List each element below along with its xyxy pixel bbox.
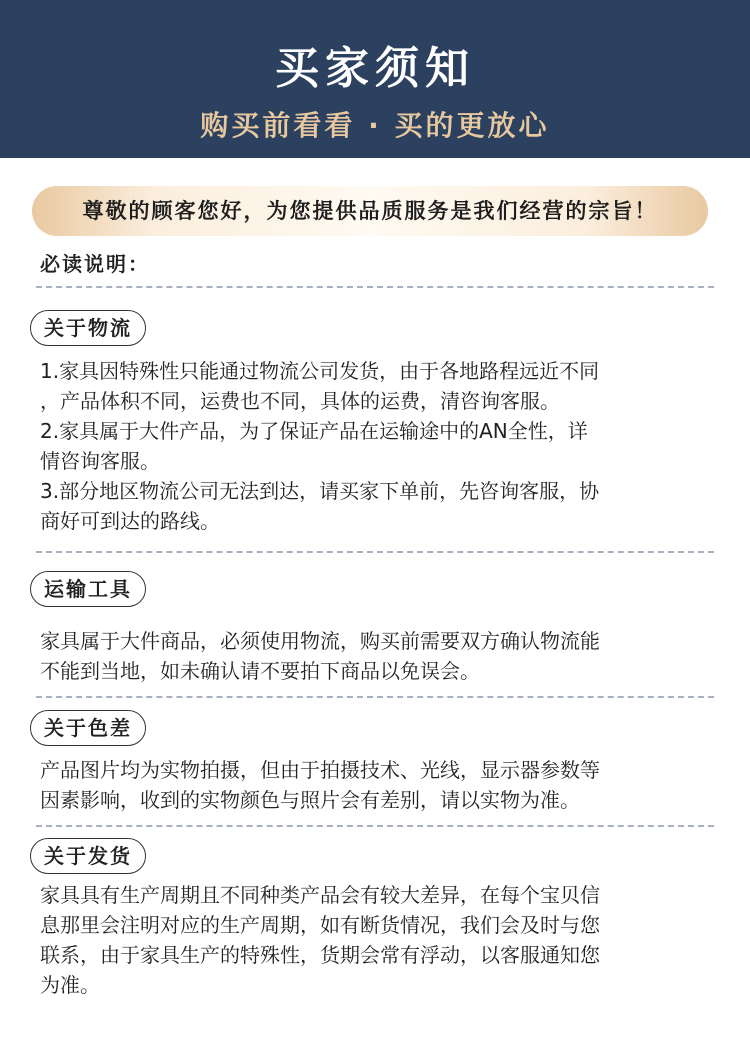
page-title: 买家须知	[275, 43, 475, 94]
text-line: 息那里会注明对应的生产周期，如有断货情况，我们会及时与您	[40, 913, 600, 937]
divider	[36, 825, 714, 827]
header	[0, 0, 750, 158]
text-line: 因素影响，收到的实物颜色与照片会有差别，请以实物为准。	[40, 788, 580, 812]
text-line: 联系，由于家具生产的特殊性，货期会常有浮动，以客服通知您	[40, 943, 600, 967]
section-text-color-difference	[40, 755, 712, 815]
text-line: 产品图片均为实物拍摄，但由于拍摄技术、光线，显示器参数等	[40, 758, 600, 782]
text-line: 家具属于大件商品，必须使用物流，购买前需要双方确认物流能	[40, 629, 600, 653]
text-line: 1.家具因特殊性只能通过物流公司发货，由于各地路程远近不同	[40, 359, 600, 383]
text-line: 为准。	[40, 973, 100, 997]
text-line: 不能到当地，如未确认请不要拍下商品以免误会。	[40, 659, 480, 683]
text-line: 情咨询客服。	[40, 449, 160, 473]
text-line: 2.家具属于大件产品，为了保证产品在运输途中的AN全性，详	[40, 419, 588, 443]
divider	[36, 696, 714, 698]
text-line: 家具具有生产周期且不同种类产品会有较大差异，在每个宝贝信	[40, 883, 600, 907]
text-line: 3.部分地区物流公司无法到达，请买家下单前，先咨询客服，协	[40, 479, 600, 503]
text-line: ，产品体积不同，运费也不同，具体的运费，清咨询客服。	[40, 389, 560, 413]
section-tag-transport: 运输工具	[30, 571, 146, 607]
greeting-banner: 尊敬的顾客您好，为您提供品质服务是我们经营的宗旨！	[32, 186, 708, 236]
section-tag-shipping: 关于发货	[30, 838, 146, 874]
section-text-transport	[40, 626, 712, 686]
must-read-heading: 必读说明：	[40, 252, 150, 276]
divider	[36, 286, 714, 288]
section-tag-logistics: 关于物流	[30, 310, 146, 346]
divider	[36, 551, 714, 553]
section-text-shipping	[40, 880, 712, 1000]
section-tag-color-difference: 关于色差	[30, 710, 146, 746]
page-subtitle: 购买前看看 · 买的更放心	[200, 109, 550, 142]
section-text-logistics	[40, 356, 712, 536]
text-line: 商好可到达的路线。	[40, 509, 220, 533]
